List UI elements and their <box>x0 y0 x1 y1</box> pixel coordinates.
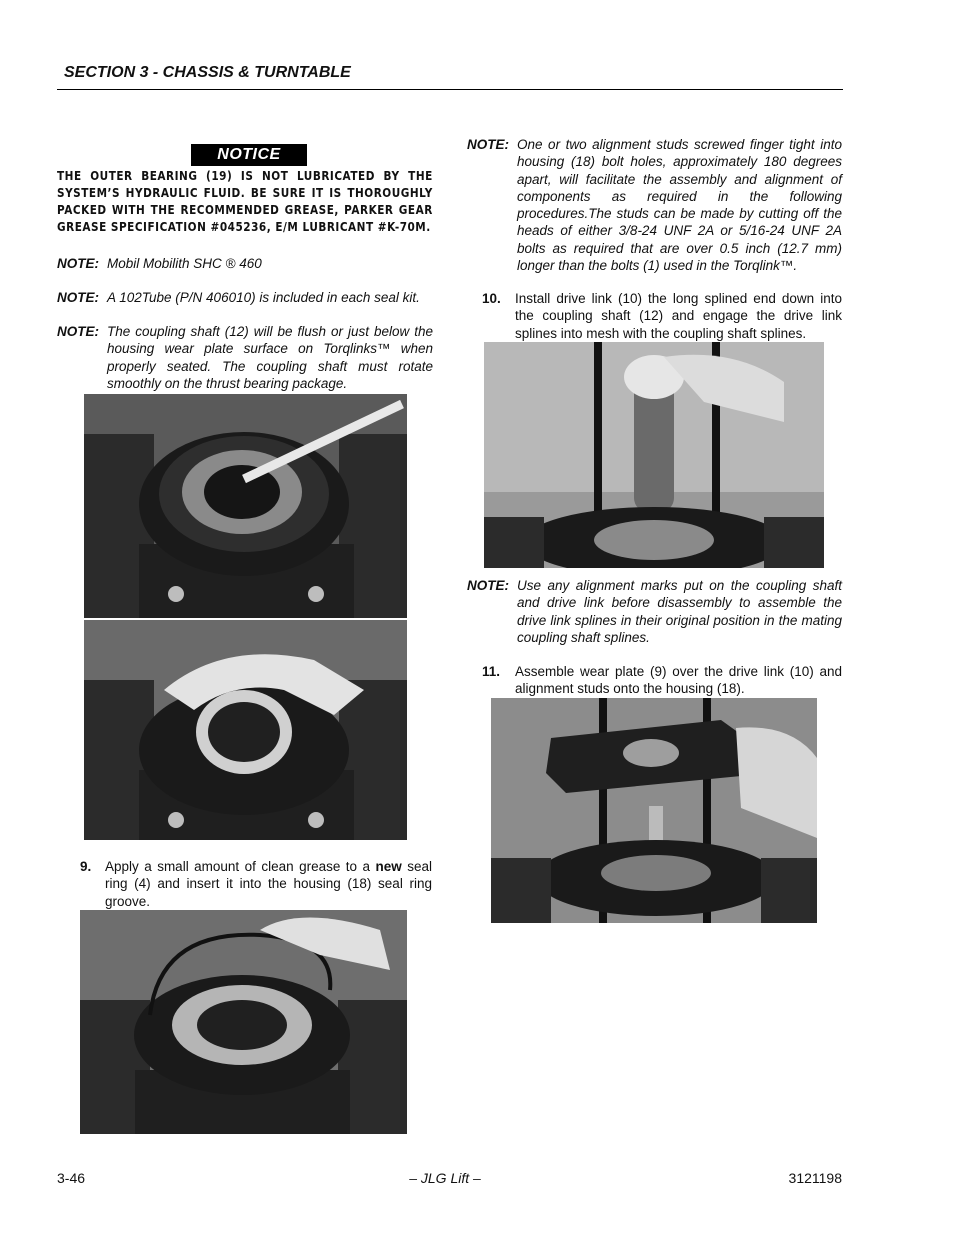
note-label: NOTE: <box>57 290 99 305</box>
step-10 <box>482 290 842 344</box>
note-text: A 102Tube (P/N 406010) is included in each seal kit. <box>107 290 420 305</box>
footer-document-number: 3121198 <box>788 1170 842 1186</box>
step-number: 11. <box>482 664 501 679</box>
step-text: Install drive link (10) the long splined end down into the coupling shaft (12) and engage the drive link splines into mesh with the coupling shaft splines. <box>515 291 842 341</box>
header-rule <box>57 89 843 90</box>
note-text: Mobil Mobilith SHC ® 460 <box>107 256 262 271</box>
step-number: 10. <box>482 291 501 306</box>
note-alignment-studs <box>467 136 842 276</box>
note-coupling-shaft <box>57 323 433 393</box>
photo-drive-link <box>484 342 824 568</box>
step-text-emphasis: new <box>375 859 402 874</box>
note-label: NOTE: <box>467 137 509 152</box>
note-text: One or two alignment studs screwed finger tight into housing (18) bolt holes, approximately 180 degrees apart, will facilitate the assembly and alignment of components as required in the following procedures.The studs can be made by cutting off the heads of either 3/8-24 UNF 2A or 5/16-24 UNF 2A bolts as required that are over 0.5 inch (12.7 mm) longer than the bolts (1) used in the Torqlink™. <box>517 137 842 274</box>
notice-badge: NOTICE <box>191 144 307 166</box>
footer-page-number: 3-46 <box>57 1170 86 1186</box>
note-mobil <box>57 255 433 273</box>
note-label: NOTE: <box>57 256 99 271</box>
step-text <box>105 858 432 910</box>
note-label: NOTE: <box>467 578 509 593</box>
photo-bearing-insert <box>84 620 407 840</box>
note-tube <box>57 289 433 307</box>
step-9 <box>80 858 432 912</box>
photo-seal-ring <box>80 910 407 1134</box>
section-title: SECTION 3 - CHASSIS & TURNTABLE <box>64 64 351 81</box>
step-text-part: Apply a small amount of clean grease to a <box>105 859 376 874</box>
photo-housing-greasing <box>84 394 407 618</box>
note-label: NOTE: <box>57 324 99 339</box>
step-number: 9. <box>80 859 92 874</box>
step-11 <box>482 663 842 699</box>
note-text: Use any alignment marks put on the coupling shaft and drive link before disassembly to assemble the drive link splines in their original position in the mating coupling shaft splines. <box>517 578 842 645</box>
notice-text: THE OUTER BEARING (19) IS NOT LUBRICATED BY THE SYSTEM’S HYDRAULIC FLUID. BE SURE IT IS THOROUGHLY PACKED WITH THE RECOMMENDED GREASE, PARKER GEAR GREASE SPECIFICATION #045236, E/M LUBRICANT #K-70M. <box>57 169 433 234</box>
note-alignment-marks <box>467 577 842 647</box>
step-text: Assemble wear plate (9) over the drive link (10) and alignment studs onto the housing (18). <box>515 664 842 697</box>
step-text-part: seal ring (4) and insert it into the housing (18) seal ring groove. <box>105 859 432 909</box>
note-text: The coupling shaft (12) will be flush or just below the housing wear plate surface on Torqlinks™ when properly seated. The coupling shaft must rotate smoothly on the thrust bearing package. <box>107 324 433 391</box>
photo-wear-plate <box>491 698 817 923</box>
footer-publisher: – JLG Lift – <box>409 1170 481 1186</box>
